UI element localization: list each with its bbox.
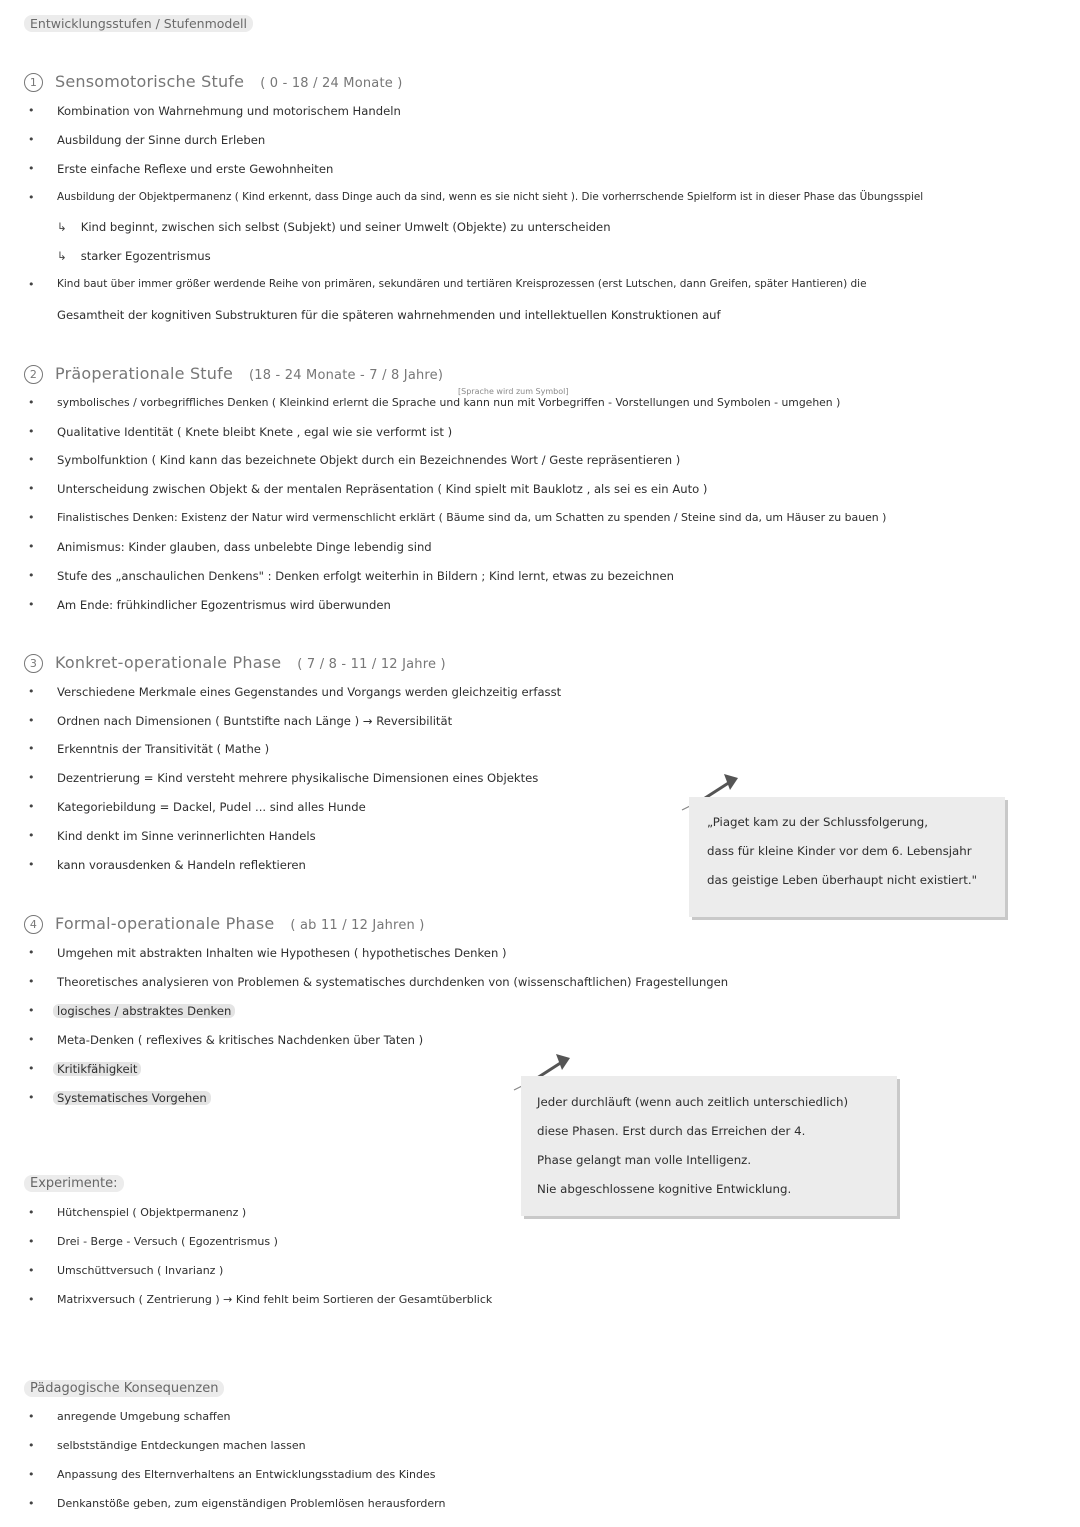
bullet: • (28, 1439, 35, 1452)
list-item (0, 191, 1080, 207)
section-range: ( ab 11 / 12 Jahren ) (290, 918, 425, 933)
section-4-heading (24, 914, 425, 934)
item-text: selbstständige Entdeckungen machen lassen (57, 1439, 306, 1452)
bullet: • (28, 829, 35, 842)
section-title: Präoperationale Stufe (55, 364, 233, 383)
section-title: Formal-operationale Phase (55, 914, 275, 933)
item-text: logisches / abstraktes Denken (53, 1004, 235, 1018)
item-text: Theoretisches analysieren von Problemen & systematisches durchdenken von (wissenschaftlichen) Fragestellungen (57, 975, 729, 989)
bullet: • (28, 946, 35, 959)
list-item (0, 685, 680, 701)
list-item (0, 425, 1080, 441)
item-text: kann vorausdenken & Handeln reflektieren (57, 858, 306, 872)
item-text: Umschüttversuch ( Invarianz ) (57, 1264, 224, 1277)
consequences-heading: Pädagogische Konsequenzen (24, 1380, 224, 1397)
bullet: • (28, 858, 35, 871)
note-line: Jeder durchläuft (wenn auch zeitlich unterschiedlich) (537, 1095, 849, 1109)
bullet: • (28, 1091, 35, 1104)
bullet: • (28, 1410, 35, 1423)
item-text: Denkanstöße geben, zum eigenständigen Problemlösen herausfordern (57, 1497, 446, 1510)
section-range: ( 0 - 18 / 24 Monate ) (260, 76, 403, 91)
bullet: • (28, 453, 35, 466)
note-line: Nie abgeschlossene kognitive Entwicklung. (537, 1182, 792, 1196)
note-line: das geistige Leben überhaupt nicht existiert." (707, 873, 978, 887)
section-number: 2 (24, 365, 43, 384)
list-item (0, 396, 1080, 412)
list-item (0, 800, 680, 816)
note-card-summary (521, 1076, 897, 1216)
list-item (0, 540, 1080, 556)
item-text: Systematisches Vorgehen (53, 1091, 211, 1105)
item-text: Ausbildung der Sinne durch Erleben (57, 133, 266, 147)
list-item (0, 1062, 500, 1078)
aside-annotation: [Sprache wird zum Symbol] (458, 387, 569, 396)
bullet: • (28, 1004, 35, 1017)
experiments-heading: Experimente: (24, 1175, 124, 1192)
list-item (0, 1264, 700, 1280)
section-range: (18 - 24 Monate - 7 / 8 Jahre) (249, 368, 444, 383)
list-item (0, 714, 680, 730)
section-1-heading (24, 72, 403, 92)
list-item (0, 946, 1080, 962)
note-line: dass für kleine Kinder vor dem 6. Lebensjahr (707, 844, 972, 858)
sub-item (57, 220, 611, 234)
list-item (0, 771, 680, 787)
list-item (0, 453, 1080, 469)
item-text: Umgehen mit abstrakten Inhalten wie Hypothesen ( hypothetisches Denken ) (57, 946, 507, 960)
list-item (0, 1004, 500, 1020)
list-item (0, 1235, 700, 1251)
bullet: • (28, 771, 35, 784)
section-number: 1 (24, 73, 43, 92)
bullet: • (28, 800, 35, 813)
item-text: Symbolfunktion ( Kind kann das bezeichnete Objekt durch ein Bezeichnendes Wort / Geste repräsentieren ) (57, 453, 681, 467)
list-item (0, 1091, 500, 1107)
item-text: Kategoriebildung = Dackel, Pudel ... sind alles Hunde (57, 800, 366, 814)
bullet: • (28, 714, 35, 727)
list-item (0, 278, 1080, 294)
bullet: • (28, 482, 35, 495)
item-text: Hütchenspiel ( Objektpermanenz ) (57, 1206, 247, 1219)
sub-item (57, 249, 211, 263)
bullet: • (28, 511, 35, 524)
list-item (0, 133, 1080, 149)
bullet: • (28, 598, 35, 611)
bullet: • (28, 569, 35, 582)
item-text: Matrixversuch ( Zentrierung ) → Kind fehlt beim Sortieren der Gesamtüberblick (57, 1293, 493, 1306)
section-title: Sensomotorische Stufe (55, 72, 245, 91)
item-text: Kombination von Wahrnehmung und motorischem Handeln (57, 104, 401, 118)
section-range: ( 7 / 8 - 11 / 12 Jahre ) (297, 657, 446, 672)
bullet: • (28, 685, 35, 698)
list-item (0, 742, 680, 758)
list-item-continuation: Gesamtheit der kognitiven Substrukturen für die späteren wahrnehmenden und intellektuellen Konstruktionen auf (57, 308, 721, 322)
item-text: Am Ende: frühkindlicher Egozentrismus wird überwunden (57, 598, 391, 612)
bullet: • (28, 133, 35, 146)
note-line: Phase gelangt man volle Intelligenz. (537, 1153, 752, 1167)
bullet: • (28, 1235, 35, 1248)
item-text: Finalistisches Denken: Existenz der Natur wird vermenschlicht erklärt ( Bäume sind da, um Schatten zu spenden / Steine sind da, um Häuser zu bauen ) (57, 511, 887, 524)
item-text: Kritikfähigkeit (53, 1062, 141, 1076)
bullet: • (28, 278, 35, 291)
list-item (0, 1206, 700, 1222)
list-item (0, 1033, 500, 1049)
bullet: • (28, 425, 35, 438)
arrow-right-icon: ↳ (57, 249, 67, 263)
item-text: Kind beginnt, zwischen sich selbst (Subjekt) und seiner Umwelt (Objekte) zu unterscheiden (80, 220, 611, 234)
bullet: • (28, 742, 35, 755)
list-item (0, 1439, 700, 1455)
item-text: Unterscheidung zwischen Objekt & der mentalen Repräsentation ( Kind spielt mit Bauklotz , als sei es ein Auto ) (57, 482, 708, 496)
item-text: Dezentrierung = Kind versteht mehrere physikalische Dimensionen eines Objektes (57, 771, 539, 785)
list-item (0, 162, 1080, 178)
bullet: • (28, 975, 35, 988)
note-line: diese Phasen. Erst durch das Erreichen der 4. (537, 1124, 806, 1138)
item-text: Meta-Denken ( reflexives & kritisches Nachdenken über Taten ) (57, 1033, 424, 1047)
bullet: • (28, 1062, 35, 1075)
list-item (0, 511, 1080, 527)
list-item (0, 598, 1080, 614)
bullet: • (28, 162, 35, 175)
item-text: starker Egozentrismus (80, 249, 211, 263)
bullet: • (28, 1293, 35, 1306)
note-line: „Piaget kam zu der Schlussfolgerung, (707, 815, 928, 829)
list-item (0, 482, 1080, 498)
item-text: Animismus: Kinder glauben, dass unbelebte Dinge lebendig sind (57, 540, 432, 554)
section-number: 3 (24, 654, 43, 673)
item-text: Kind denkt im Sinne verinnerlichten Handels (57, 829, 316, 843)
list-item (0, 975, 1080, 991)
item-text: Erste einfache Reflexe und erste Gewohnheiten (57, 162, 334, 176)
item-text: Erkenntnis der Transitivität ( Mathe ) (57, 742, 270, 756)
bullet: • (28, 540, 35, 553)
list-item (0, 858, 680, 874)
item-text: Ordnen nach Dimensionen ( Buntstifte nach Länge ) → Reversibilität (57, 714, 453, 728)
item-text: Qualitative Identität ( Knete bleibt Knete , egal wie sie verformt ist ) (57, 425, 453, 439)
note-card-piaget (689, 797, 1005, 917)
bullet: • (28, 1497, 35, 1510)
section-title: Konkret-operationale Phase (55, 653, 282, 672)
bullet: • (28, 1468, 35, 1481)
section-3-heading (24, 653, 446, 673)
item-text: symbolisches / vorbegriffliches Denken ( Kleinkind erlernt die Sprache und kann nun mit Vorbegriffen - Vorstellungen und Symbolen - umgehen ) (57, 396, 841, 409)
bullet: • (28, 1033, 35, 1046)
item-text: Ausbildung der Objektpermanenz ( Kind erkennt, dass Dinge auch da sind, wenn es sie nicht sieht ). Die vorherrschende Spielform ist in dieser Phase das Übungsspiel (57, 191, 924, 203)
item-text: Drei - Berge - Versuch ( Egozentrismus ) (57, 1235, 278, 1248)
arrow-right-icon: ↳ (57, 220, 67, 234)
item-text: Stufe des „anschaulichen Denkens" : Denken erfolgt weiterhin in Bildern ; Kind lernt, etwas zu bezeichnen (57, 569, 674, 583)
bullet: • (28, 1206, 35, 1219)
item-text: Verschiedene Merkmale eines Gegenstandes und Vorgangs werden gleichzeitig erfasst (57, 685, 562, 699)
bullet: • (28, 396, 35, 409)
section-number: 4 (24, 915, 43, 934)
item-text: anregende Umgebung schaffen (57, 1410, 231, 1423)
bullet: • (28, 191, 35, 204)
list-item (0, 1468, 700, 1484)
section-2-heading (24, 364, 443, 384)
bullet: • (28, 104, 35, 117)
item-text: Anpassung des Elternverhaltens an Entwicklungsstadium des Kindes (57, 1468, 436, 1481)
list-item (0, 1497, 700, 1513)
item-text: Kind baut über immer größer werdende Reihe von primären, sekundären und tertiären Kreisprozessen (erst Lutschen, dann Greifen, später Hantieren) die (57, 278, 867, 290)
bullet: • (28, 1264, 35, 1277)
list-item (0, 104, 1080, 120)
list-item (0, 1293, 700, 1309)
list-item (0, 569, 1080, 585)
list-item (0, 829, 680, 845)
page-title: Entwicklungsstufen / Stufenmodell (24, 15, 253, 32)
list-item (0, 1410, 700, 1426)
